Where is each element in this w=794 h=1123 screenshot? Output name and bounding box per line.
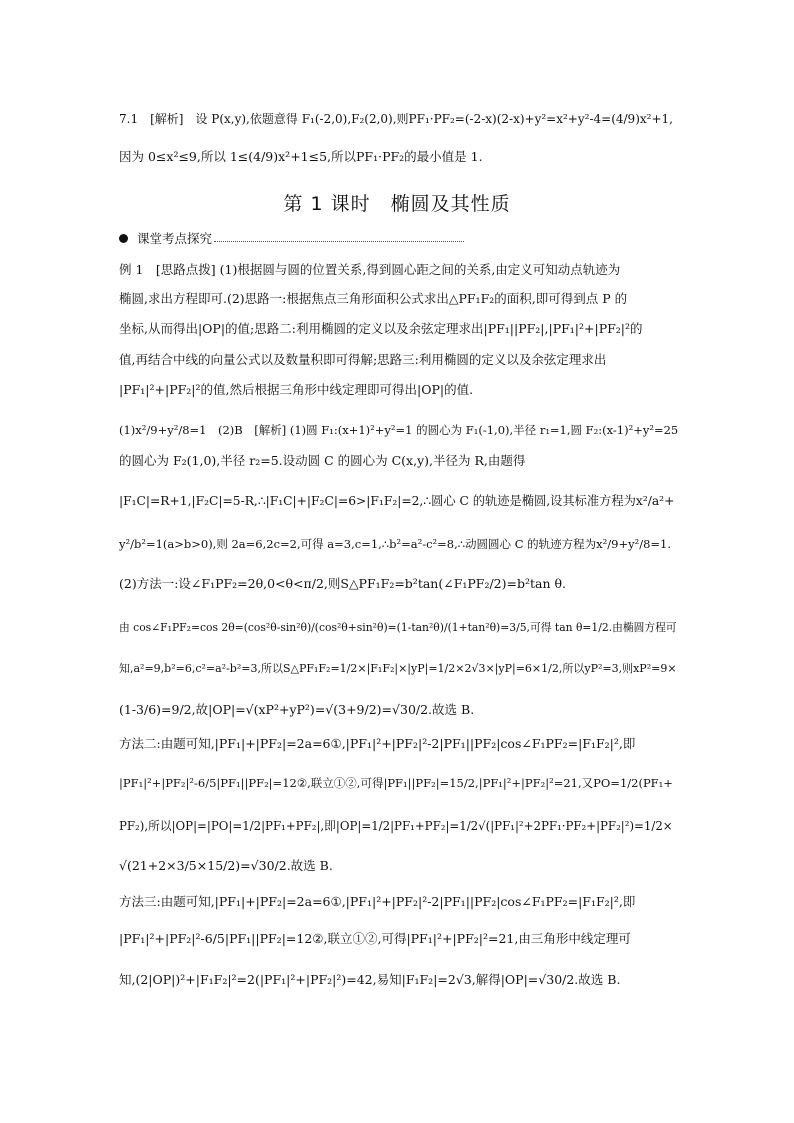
text-line: (2)方法一:设∠F₁PF₂=2θ,0<θ<π/2,则S△PF₁F₂=b²tan(∠F₁PF₂/2)=b²tan θ. <box>119 576 566 591</box>
intro-line-2: 因为 0≤x²≤9,所以 1≤(4/9)x²+1≤5,所以PF₁·PF₂的最小值是 1. <box>119 149 483 164</box>
text-line: y²/b²=1(a>b>0),则 2a=6,2c=2,可得 a=3,c=1,∴b²=a²-c²=8,∴动圆圆心 C 的轨迹方程为x²/9+y²/8=1. <box>119 537 671 551</box>
text-line: 坐标,从而得出|OP|的值;思路二:利用椭圆的定义以及余弦定理求出|PF₁||PF₂|,|PF₁|²+|PF₂|²的 <box>119 321 643 336</box>
text-line: 方法三:由题可知,|PF₁|+|PF₂|=2a=6①,|PF₁|²+|PF₂|²-2|PF₁||PF₂|cos∠F₁PF₂=|F₁F₂|²,即 <box>119 894 636 909</box>
text-line: |PF₁|²+|PF₂|²的值,然后根据三角形中线定理即可得出|OP|的值. <box>119 382 474 397</box>
text-line: |PF₁|²+|PF₂|²-6/5|PF₁||PF₂|=12②,联立①②,可得|PF₁|²+|PF₂|²=21,由三角形中线定理可 <box>119 931 631 946</box>
text-line: 椭圆,求出方程即可.(2)思路一:根据焦点三角形面积公式求出△PF₁F₂的面积,即可得到点 P 的 <box>119 291 628 306</box>
bullet-icon <box>119 234 128 243</box>
text-line: 值,再结合中线的向量公式以及数量积即可得解;思路三:利用椭圆的定义以及余弦定理求出 <box>119 352 607 367</box>
text-line: 由 cos∠F₁PF₂=cos 2θ=(cos²θ-sin²θ)/(cos²θ+sin²θ)=(1-tan²θ)/(1+tan²θ)=3/5,可得 tan θ=1/2.由椭圆方程可 <box>119 621 677 634</box>
text-line: √(21+2×3/5×15/2)=√30/2.故选 B. <box>119 858 333 873</box>
intro-line-1: 7.1 [解析] 设 P(x,y),依题意得 F₁(-2,0),F₂(2,0),则PF₁·PF₂=(-2-x)(2-x)+y²=x²+y²-4=(4/9)x²+1, <box>119 112 673 126</box>
text-line: 知,a²=9,b²=6,c²=a²-b²=3,所以S△PF₁F₂=1/2×|F₁F₂|×|yP|=1/2×2√3×|yP|=6×1/2,所以yP²=3,则xP²=9× <box>119 662 677 675</box>
section-label: 课堂考点探究 <box>137 231 213 246</box>
text-line: PF₂),所以|OP|=|PO|=1/2|PF₁+PF₂|,即|OP|=1/2|PF₁+PF₂|=1/2√(|PF₁|²+2PF₁·PF₂+|PF₂|²)=1/2× <box>119 819 673 833</box>
text-line: |F₁C|=R+1,|F₂C|=5-R,∴|F₁C|+|F₂C|=6>|F₁F₂|=2,∴圆心 C 的轨迹是椭圆,设其标准方程为x²/a²+ <box>119 494 675 508</box>
text-line: 例 1 [思路点拨] (1)根据圆与圆的位置关系,得到圆心距之间的关系,由定义可知动点轨迹为 <box>119 262 621 277</box>
text-line: 知,(2|OP|)²+|F₁F₂|²=2(|PF₁|²+|PF₂|²)=42,易知|F₁F₂|=2√3,解得|OP|=√30/2.故选 B. <box>119 972 621 987</box>
lesson-title: 第 1 课时 椭圆及其性质 <box>283 193 511 215</box>
text-line: (1)x²/9+y²/8=1 (2)B [解析] (1)圆 F₁:(x+1)²+y²=1 的圆心为 F₁(-1,0),半径 r₁=1,圆 F₂:(x-1)²+y²=25 <box>119 423 679 437</box>
text-line: |PF₁|²+|PF₂|²-6/5|PF₁||PF₂|=12②,联立①②,可得|PF₁||PF₂|=15/2,|PF₁|²+|PF₂|²=21,又PO=1/2(PF₁+ <box>119 776 673 790</box>
text-line: 的圆心为 F₂(1,0),半径 r₂=5.设动圆 C 的圆心为 C(x,y),半径为 R,由题得 <box>119 453 526 468</box>
section-divider <box>214 241 464 242</box>
text-line: (1-3/6)=9/2,故|OP|=√(xP²+yP²)=√(3+9/2)=√30/2.故选 B. <box>119 702 475 717</box>
text-line: 方法二:由题可知,|PF₁|+|PF₂|=2a=6①,|PF₁|²+|PF₂|²-2|PF₁||PF₂|cos∠F₁PF₂=|F₁F₂|²,即 <box>119 736 636 751</box>
section-header <box>119 229 464 247</box>
